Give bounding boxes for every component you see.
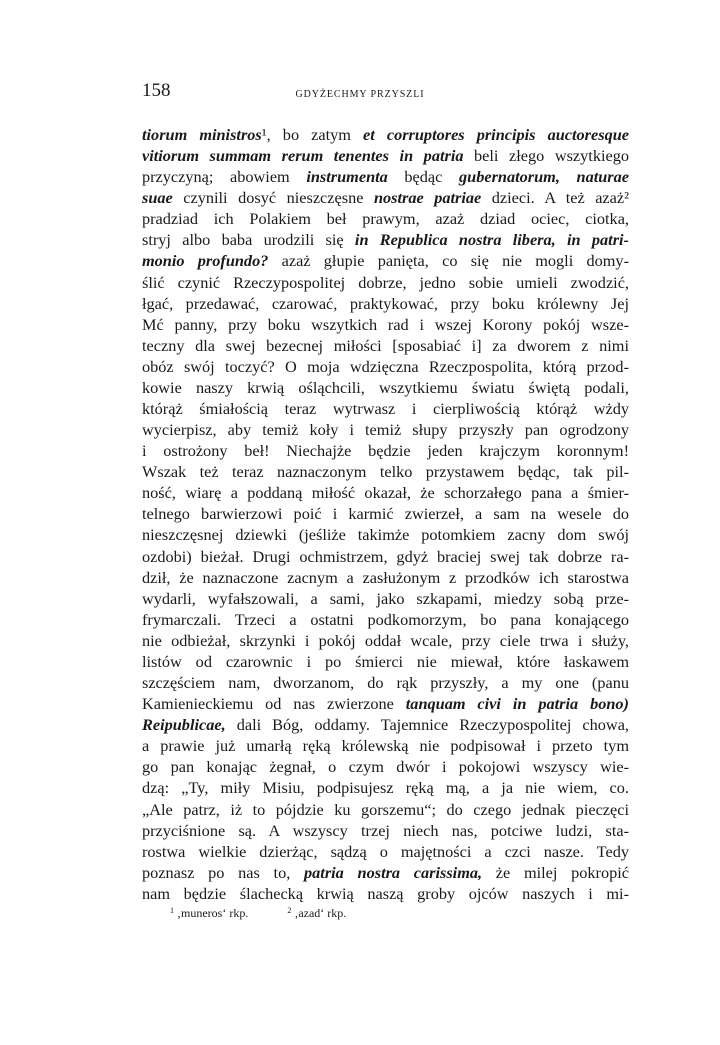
text-line bbox=[142, 314, 629, 335]
text-segment: Wszak też teraz naznaczonym telko przystawem będąc, tak pil- bbox=[142, 462, 629, 482]
text-segment: go pan konając żegnał, o czym dwór i pokojowi wszyscy wie- bbox=[142, 757, 629, 777]
running-head: GDYŻECHMY PRZYSZLI bbox=[295, 89, 425, 100]
latin-phrase: gubernatorum, naturae bbox=[459, 167, 629, 187]
latin-phrase: nostrae patriae bbox=[373, 188, 482, 208]
latin-phrase: suae bbox=[142, 188, 173, 208]
text-line bbox=[142, 293, 629, 314]
text-segment: że milej pokropić bbox=[482, 862, 630, 882]
text-line bbox=[142, 419, 629, 440]
text-line bbox=[142, 609, 629, 630]
text-segment: wycierpisz, aby temiż koły i temiż słupy przyszły pan ogrodzony bbox=[142, 420, 629, 440]
text-segment: Kamienieckiemu od nas zwierzone bbox=[142, 694, 406, 714]
text-line bbox=[142, 272, 629, 293]
latin-phrase: monio profundo? bbox=[142, 251, 269, 271]
text-segment: poznasz po nas to, bbox=[142, 862, 305, 882]
text-line bbox=[142, 777, 629, 798]
text-segment: kowie naszy krwią ośląchcili, wszytkiemu światu świętą podali, bbox=[142, 377, 629, 397]
text-line bbox=[142, 883, 629, 904]
text-segment: frymarczali. Trzeci a ostatni podkomorzym, bo pana konającego bbox=[142, 609, 629, 629]
footnote-1 bbox=[170, 906, 248, 921]
text-segment: a prawie już umarłą ręką królewską nie podpisował i przeto tym bbox=[142, 736, 629, 756]
page-number: 158 bbox=[142, 80, 171, 101]
text-segment: przyczyną; abowiem bbox=[142, 167, 307, 187]
text-line bbox=[142, 145, 629, 166]
text-segment: Mć panny, przy boku wszytkich rad i wszej Korony pokój wsze- bbox=[142, 314, 629, 334]
footnote-text: ‚muneros‘ rkp. bbox=[177, 906, 249, 920]
text-segment: przyciśnione są. A wszyscy trzej niech nas, potciwe ludzi, sta- bbox=[142, 820, 629, 840]
text-line bbox=[142, 208, 629, 229]
text-line bbox=[142, 398, 629, 419]
text-segment: którąż śmiałością teraz wytrwasz i cierpliwością którąż wżdy bbox=[142, 399, 629, 419]
text-line bbox=[142, 124, 629, 145]
text-line bbox=[142, 841, 629, 862]
text-segment: beli złego wszytkiego bbox=[463, 146, 629, 166]
text-line bbox=[142, 672, 629, 693]
text-line bbox=[142, 756, 629, 777]
text-line bbox=[142, 503, 629, 524]
footnote-text: ‚azad‘ rkp. bbox=[294, 906, 347, 920]
text-line bbox=[142, 356, 629, 377]
text-segment: obóz swój toczyć? O moja wdzięczna Rzeczpospolita, którą przod- bbox=[142, 356, 629, 376]
text-line bbox=[142, 166, 629, 187]
text-segment: rostwa wielkie dzierżąc, sądzą o majętności a czci nasze. Tedy bbox=[142, 841, 629, 861]
text-segment: łgać, przedawać, czarować, praktykować, przy boku królewny Jej bbox=[142, 293, 629, 313]
latin-phrase: instrumenta bbox=[306, 167, 388, 187]
text-line bbox=[142, 651, 629, 672]
text-segment: i ostrożony beł! Niechajże będzie jeden krajczym koronnym! bbox=[142, 441, 629, 461]
footnote-2 bbox=[287, 906, 346, 921]
text-line bbox=[142, 335, 629, 356]
latin-phrase: vitiorum summam rerum tenentes in patria bbox=[142, 146, 464, 166]
text-line bbox=[142, 862, 629, 883]
text-line bbox=[142, 250, 629, 271]
text-segment: telnego barwierzowi poić i karmić zwierzeł, a sam na wesele do bbox=[142, 504, 629, 524]
latin-phrase: tanquam civi in patria bono) bbox=[405, 694, 629, 714]
text-line bbox=[142, 567, 629, 588]
text-segment: , bo zatym bbox=[266, 125, 364, 144]
text-line bbox=[142, 693, 629, 714]
text-segment: dzą: „Ty, miły Misiu, podpisujesz ręką mą, a ja nie wiem, co. bbox=[142, 778, 629, 798]
text-segment: „Ale patrz, iż to pójdzie ku gorszemu“; do czego jednak pieczęci bbox=[142, 799, 629, 819]
footnote-mark: 1 bbox=[170, 906, 174, 915]
text-segment: ślić czynić Rzeczypospolitej dobrze, jedno sobie umieli zwodzić, bbox=[142, 272, 629, 292]
text-line bbox=[142, 630, 629, 651]
text-line bbox=[142, 482, 629, 503]
text-segment: dził, że naznaczone zacnym a zasłużonym z przodków ich starostwa bbox=[142, 567, 629, 587]
text-line bbox=[142, 735, 629, 756]
text-line bbox=[142, 440, 629, 461]
text-segment: teczny dla swej bezecnej miłości [sposabiać i] za dworem z nimi bbox=[142, 335, 629, 355]
text-segment: czynili dosyć nieszczęsne bbox=[172, 188, 374, 208]
body-text bbox=[142, 124, 629, 904]
text-line bbox=[142, 799, 629, 820]
text-line bbox=[142, 187, 629, 208]
text-line bbox=[142, 714, 629, 735]
latin-phrase: Reipublicae, bbox=[142, 715, 226, 735]
text-segment: szczęściem nam, dworzanom, do rąk przyszły, a my one (panu bbox=[142, 673, 629, 693]
latin-phrase: patria nostra carissima, bbox=[304, 862, 483, 882]
text-segment: będąc bbox=[387, 167, 460, 187]
text-segment: ¹ bbox=[261, 125, 267, 144]
text-segment: nam będzie ślachecką krwią naszą groby ojców naszych i mi- bbox=[142, 883, 629, 903]
text-segment: azaż głupie panięta, co się nie mogli domy- bbox=[268, 251, 629, 271]
latin-phrase: tiorum ministros bbox=[142, 125, 262, 144]
text-line bbox=[142, 820, 629, 841]
text-line bbox=[142, 546, 629, 567]
text-segment: pradziad ich Polakiem beł prawym, azaż dziad ociec, ciotka, bbox=[142, 209, 629, 229]
text-segment: listów od czarownic i po śmierci nie miewał, które łaskawem bbox=[142, 651, 629, 671]
latin-phrase: in Republica nostra libera, in patri- bbox=[354, 230, 629, 250]
text-segment: ozdobi) bieżał. Drugi ochmistrzem, gdyż braciej swej tak dobrze ra- bbox=[142, 546, 629, 566]
footnote-mark: 2 bbox=[287, 906, 292, 915]
text-segment: dzieci. A też azaż² bbox=[481, 188, 629, 208]
text-segment: dali Bóg, oddamy. Tajemnice Rzeczypospolitej chowa, bbox=[225, 715, 629, 735]
text-segment: wydarli, wyfałszowali, a sami, jako szkapami, miedzy sobą prze- bbox=[142, 588, 629, 608]
text-segment: ność, wiarę a poddaną miłość okazał, że schorzałego pana a śmier- bbox=[142, 483, 629, 503]
text-segment: nieszczęsnej dziewki (jeśliże takimże potomkiem zacny dom swój bbox=[142, 525, 629, 545]
text-line bbox=[142, 229, 629, 250]
latin-phrase: et corruptores principis auctoresque bbox=[363, 125, 629, 144]
text-line bbox=[142, 461, 629, 482]
text-segment: stryj albo baba urodzili się bbox=[142, 230, 355, 250]
text-line bbox=[142, 524, 629, 545]
text-segment: nie odbieżał, skrzynki i pokój oddał wcale, przy ciele trwa i służy, bbox=[142, 630, 629, 650]
text-line bbox=[142, 588, 629, 609]
footnotes bbox=[170, 906, 346, 921]
text-line bbox=[142, 377, 629, 398]
